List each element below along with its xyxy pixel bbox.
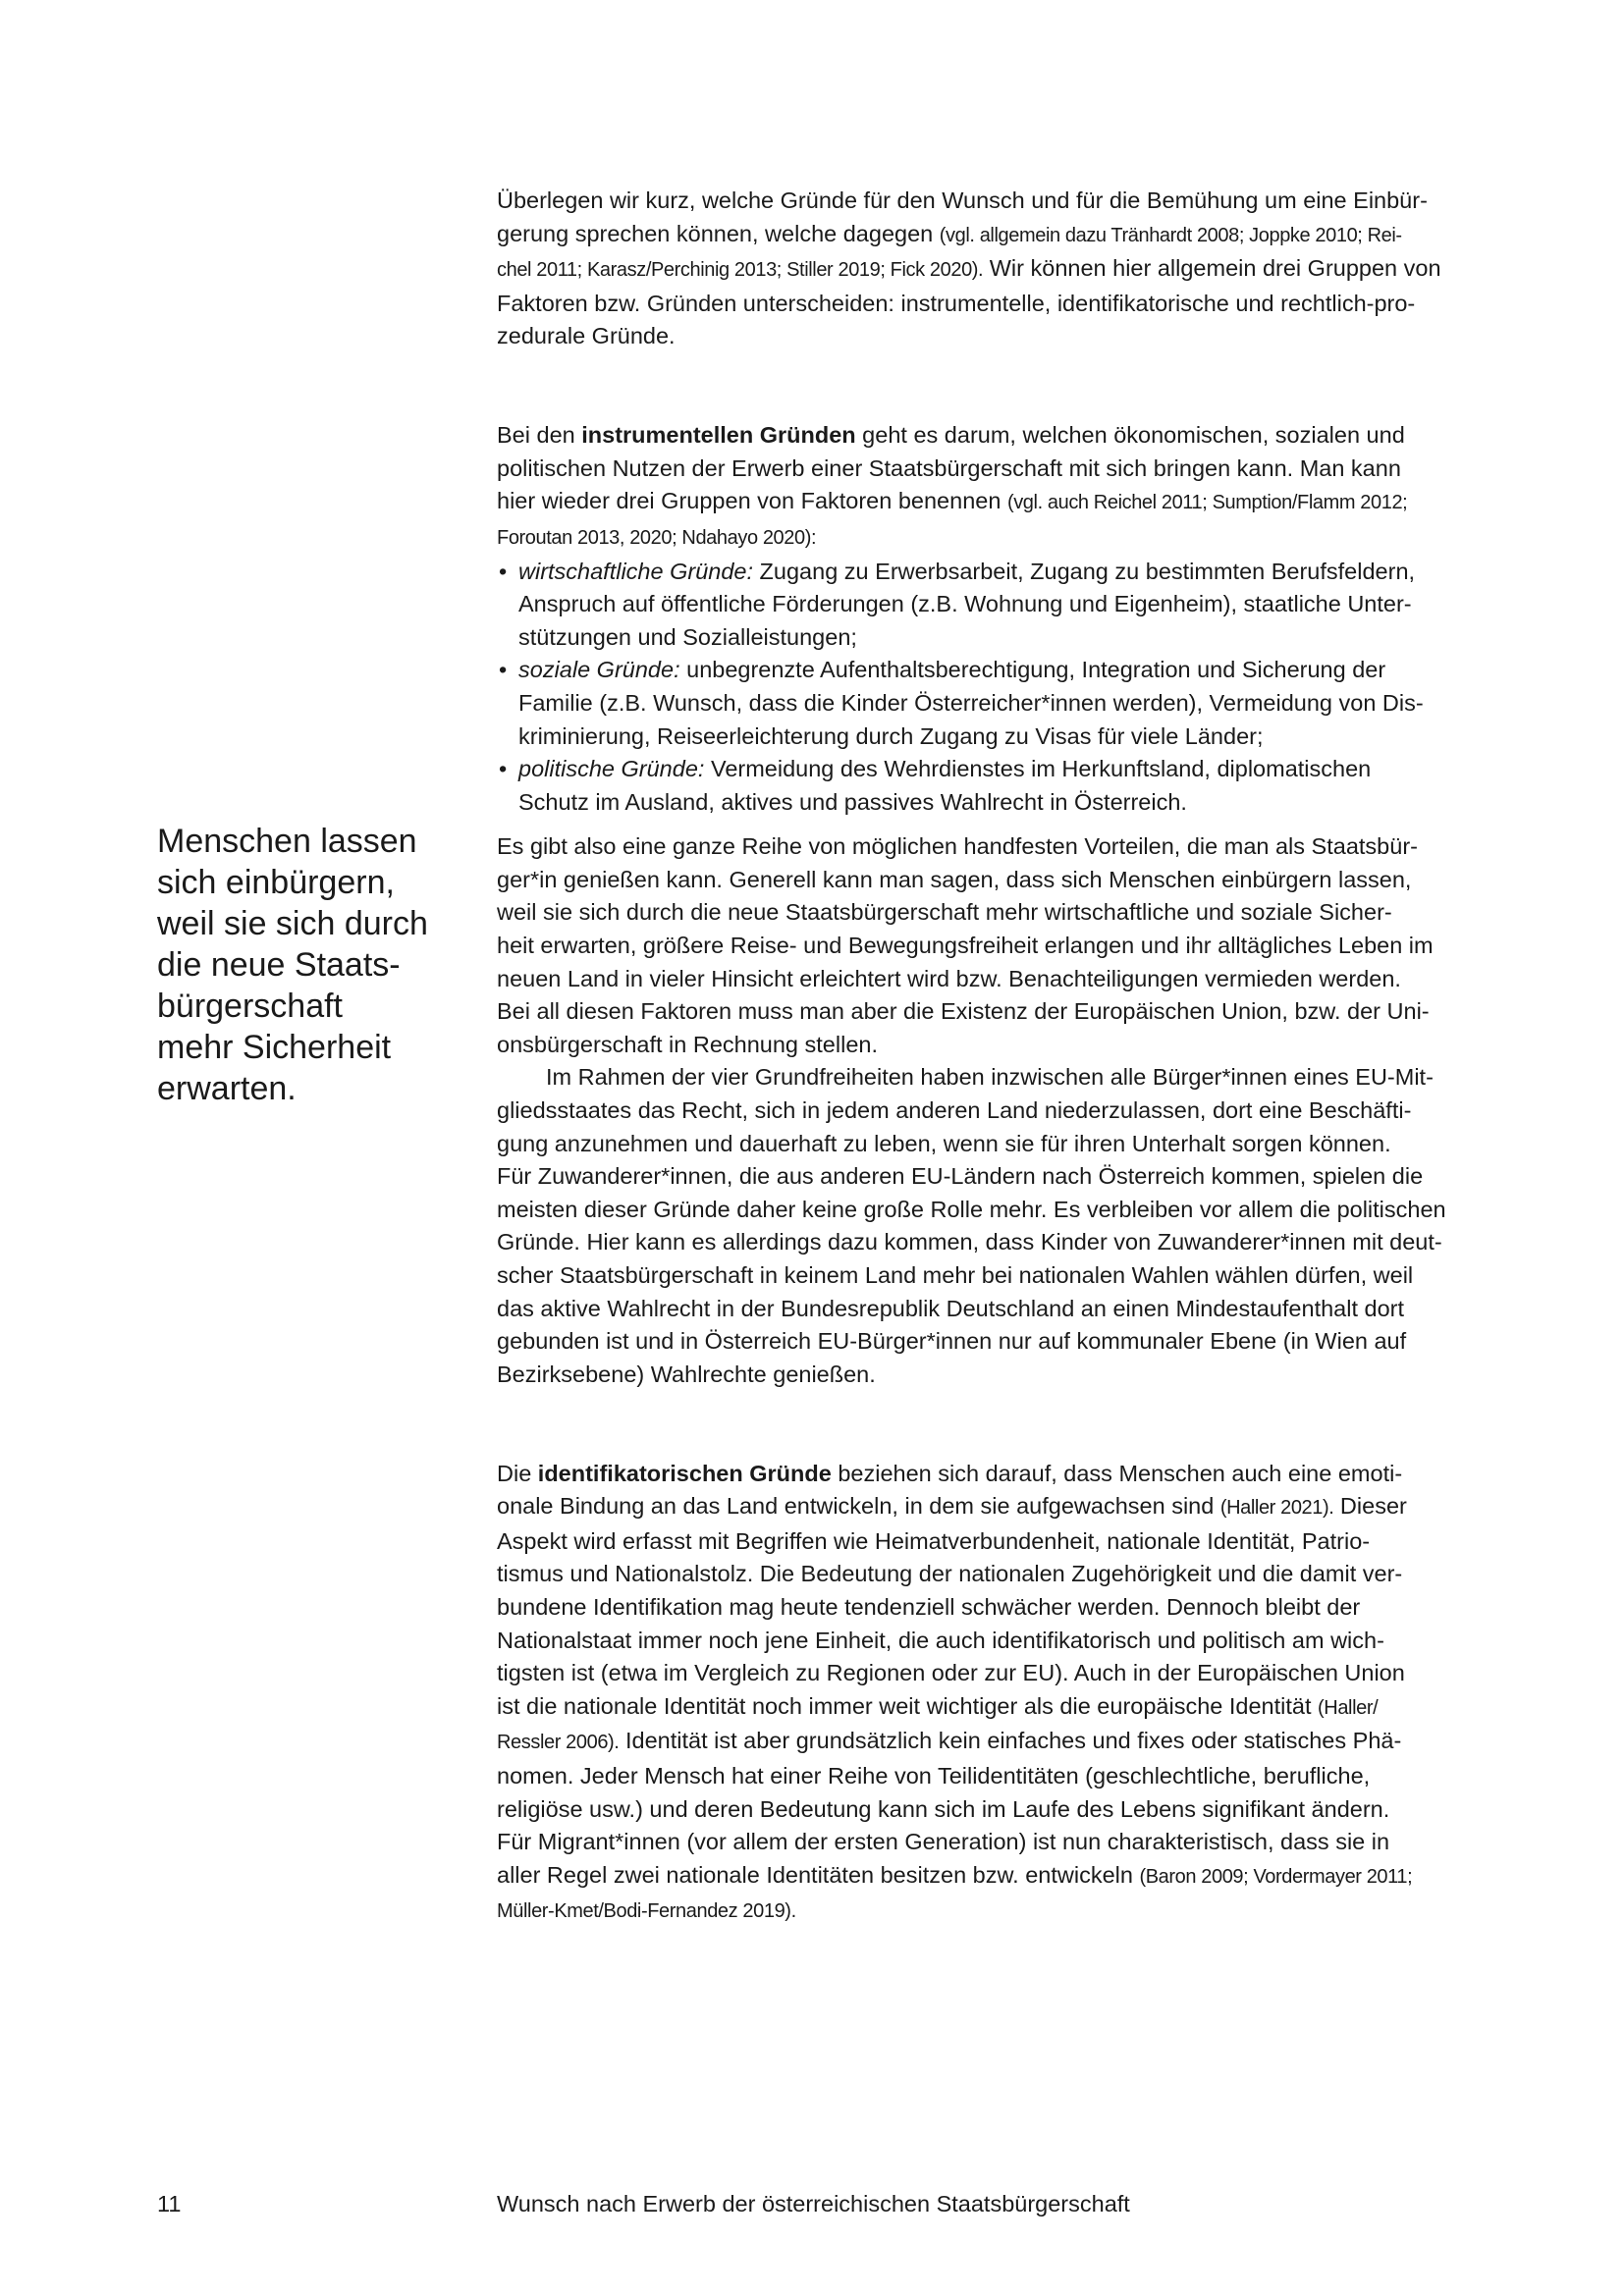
text-line: das aktive Wahlrecht in der Bundesrepublik Deutschland an einen Mindestaufenthalt dort [497,1295,1405,1321]
text-span: aller Regel zwei nationale Identitäten besitzen bzw. entwickeln [497,1861,1140,1888]
text-line: nomen. Jeder Mensch hat einer Reihe von Teilidentitäten (geschlechtliche, berufliche, [497,1762,1371,1789]
text-span: onale Bindung an das Land entwickeln, in dem sie aufgewachsen sind [497,1493,1220,1520]
reasons-list [497,556,1479,820]
pull-quote-line: die neue Staats- [157,946,401,984]
text-span: unbegrenzte Aufenthaltsberechtigung, Integration und Sicherung der [679,657,1386,683]
page-number: 11 [157,2191,182,2216]
text-span: geht es darum, welchen ökonomischen, sozialen und [855,422,1405,449]
item-label: wirtschaftliche Gründe: [518,558,754,584]
text-line: meisten dieser Gründe daher keine große Rolle mehr. Es verbleiben vor allem die politischen [497,1196,1446,1222]
citation: Müller-Kmet/Bodi-Fernandez 2019). [497,1900,796,1923]
text-line: heit erwarten, größere Reise- und Bewegungsfreiheit erlangen und ihr alltägliches Leben im [497,933,1434,959]
bold-term: instrumentellen Gründen [581,422,856,449]
list-item [497,654,1479,753]
pull-quote-line: mehr Sicherheit [157,1029,392,1066]
text-span: ist die nationale Identität noch immer weit wichtiger als die europäische Identität [497,1692,1319,1719]
pull-quote-line: Menschen lassen [157,823,417,860]
main-text-column [497,185,1479,1929]
text-span: gerung sprechen können, welche dagegen [497,220,940,246]
pull-quote-line: bürgerschaft [157,988,343,1025]
text-line: Es gibt also eine ganze Reihe von möglichen handfesten Vorteilen, die man als Staatsbür- [497,833,1418,860]
text-line: Bezirksebene) Wahlrechte genießen. [497,1361,876,1387]
text-line: stützungen und Sozialleistungen; [518,623,857,650]
text-line: religiöse usw.) und deren Bedeutung kann sich im Laufe des Lebens signifikant ändern. [497,1795,1390,1822]
text-line: scher Staatsbürgerschaft in keinem Land mehr bei nationalen Wahlen wählen dürfen, weil [497,1262,1414,1288]
text-span: beziehen sich darauf, dass Menschen auch eine emoti- [831,1460,1403,1486]
text-line [497,1458,1479,1491]
text-line: kriminierung, Reiseerleichterung durch Zugang zu Visas für viele Länder; [518,722,1264,749]
text-line [497,1859,1479,1895]
text-line: Anspruch auf öffentliche Förderungen (z.B. Wohnung und Eigenheim), staatliche Unter- [518,591,1412,617]
text-span: Zugang zu Erwerbsarbeit, Zugang zu bestimmten Berufsfeldern, [753,558,1416,584]
text-line: Familie (z.B. Wunsch, dass die Kinder Österreicher*innen werden), Vermeidung von Dis- [518,689,1424,716]
text-line [497,419,1479,453]
text-line: Aspekt wird erfasst mit Begriffen wie Heimatverbundenheit, nationale Identität, Patrio- [497,1527,1371,1554]
text-span: Dieser [1333,1493,1407,1520]
text-line [497,1690,1479,1726]
text-line: Für Zuwanderer*innen, die aus anderen EU-Ländern nach Österreich kommen, spielen die [497,1163,1424,1190]
item-label: soziale Gründe: [518,657,680,683]
text-line: politischen Nutzen der Erwerb einer Staatsbürgerschaft mit sich bringen kann. Man kann [497,454,1401,481]
text-line: gebunden ist und in Österreich EU-Bürger*innen nur auf kommunaler Ebene (in Wien auf [497,1328,1407,1355]
text-line: tismus und Nationalstolz. Die Bedeutung der nationalen Zugehörigkeit und die damit ver- [497,1561,1403,1587]
text-line: gung anzunehmen und dauerhaft zu leben, wenn sie für ihren Unterhalt sorgen können. [497,1130,1391,1156]
pull-quote [157,821,442,1109]
text-line: ger*in genießen kann. Generell kann man sagen, dass sich Menschen einbürgern lassen, [497,866,1412,892]
pull-quote-line: weil sie sich durch [157,905,428,942]
running-title: Wunsch nach Erwerb der österreichischen Staatsbürgerschaft [497,2191,1130,2216]
text-line: Bei all diesen Faktoren muss man aber die Existenz der Europäischen Union, bzw. der Uni- [497,998,1430,1025]
text-line [497,1894,1479,1929]
text-line [497,218,1479,253]
text-line [518,753,1479,786]
bold-term: identifikatorischen Gründe [537,1460,832,1486]
citation: (vgl. allgemein dazu Tränhardt 2008; Joppke 2010; Rei- [939,224,1402,246]
list-item [497,556,1479,655]
citation: (Haller 2021). [1219,1497,1334,1520]
citation: (vgl. auch Reichel 2011; Sumption/Flamm 2012; [1006,492,1408,514]
citation: (Baron 2009; Vordermayer 2011; [1139,1865,1413,1888]
bullet-marker: • [499,558,508,584]
text-span: Vermeidung des Wehrdienstes im Herkunftsland, diplomatischen [704,756,1372,782]
text-line: gliedsstaates das Recht, sich in jedem anderen Land niederzulassen, dort eine Beschäfti- [497,1097,1412,1124]
paragraph-eu [497,1061,1479,1391]
citation: (Haller/ [1318,1696,1379,1719]
text-line [497,1490,1479,1525]
text-line [497,1725,1479,1760]
text-line: tigsten ist (etwa im Vergleich zu Regionen oder zur EU). Auch in der Europäischen Union [497,1660,1405,1686]
text-line [497,252,1479,288]
text-line: Schutz im Ausland, aktives und passives Wahlrecht in Österreich. [518,788,1187,815]
text-line: Im Rahmen der vier Grundfreiheiten haben inzwischen alle Bürger*innen eines EU-Mit- [546,1064,1434,1091]
citation: chel 2011; Karasz/Perchinig 2013; Stiller 2019; Fick 2020). [497,259,984,282]
text-line [518,556,1479,589]
text-line: bundene Identifikation mag heute tendenziell schwächer werden. Dennoch bleibt der [497,1593,1361,1620]
text-line [497,520,1479,556]
text-line [518,654,1479,687]
text-line: Nationalstaat immer noch jene Einheit, die auch identifikatorisch und politisch am wich- [497,1627,1384,1653]
text-line: Gründe. Hier kann es allerdings dazu kommen, dass Kinder von Zuwanderer*innen mit deut- [497,1229,1442,1255]
text-line: neuen Land in vieler Hinsicht erleichtert wird bzw. Benachteiligungen vermieden werden. [497,965,1401,991]
paragraph-instrumental [497,419,1479,555]
paragraph-intro [497,185,1479,353]
text-span: Die [497,1460,538,1486]
pull-quote-line: erwarten. [157,1070,297,1107]
citation: Foroutan 2013, 2020; Ndahayo 2020): [497,526,817,549]
text-line: weil sie sich durch die neue Staatsbürgerschaft mehr wirtschaftliche und soziale Sicher- [497,899,1392,926]
text-line [497,485,1479,520]
bullet-marker: • [499,657,508,683]
text-line: Faktoren bzw. Gründen unterscheiden: instrumentelle, identifikatorische und rechtlich-pro- [497,290,1416,316]
citation: Ressler 2006). [497,1732,620,1754]
paragraph-identity [497,1458,1479,1929]
list-item [497,753,1479,819]
text-line: onsbürgerschaft in Rechnung stellen. [497,1031,878,1057]
pull-quote-line: sich einbürgern, [157,864,395,901]
item-label: politische Gründe: [518,756,705,782]
text-span: hier wieder drei Gruppen von Faktoren benennen [497,488,1007,514]
text-span: Bei den [497,422,582,449]
text-span: Wir können hier allgemein drei Gruppen von [983,255,1441,282]
text-span: Identität ist aber grundsätzlich kein einfaches und fixes oder statisches Phä- [619,1728,1402,1754]
paragraph-advantages [497,830,1479,1061]
bullet-marker: • [499,756,508,782]
text-line: Überlegen wir kurz, welche Gründe für den Wunsch und für die Bemühung um eine Einbür- [497,187,1428,213]
text-line: zedurale Gründe. [497,323,676,349]
text-line: Für Migrant*innen (vor allem der ersten Generation) ist nun charakteristisch, dass sie in [497,1829,1390,1855]
